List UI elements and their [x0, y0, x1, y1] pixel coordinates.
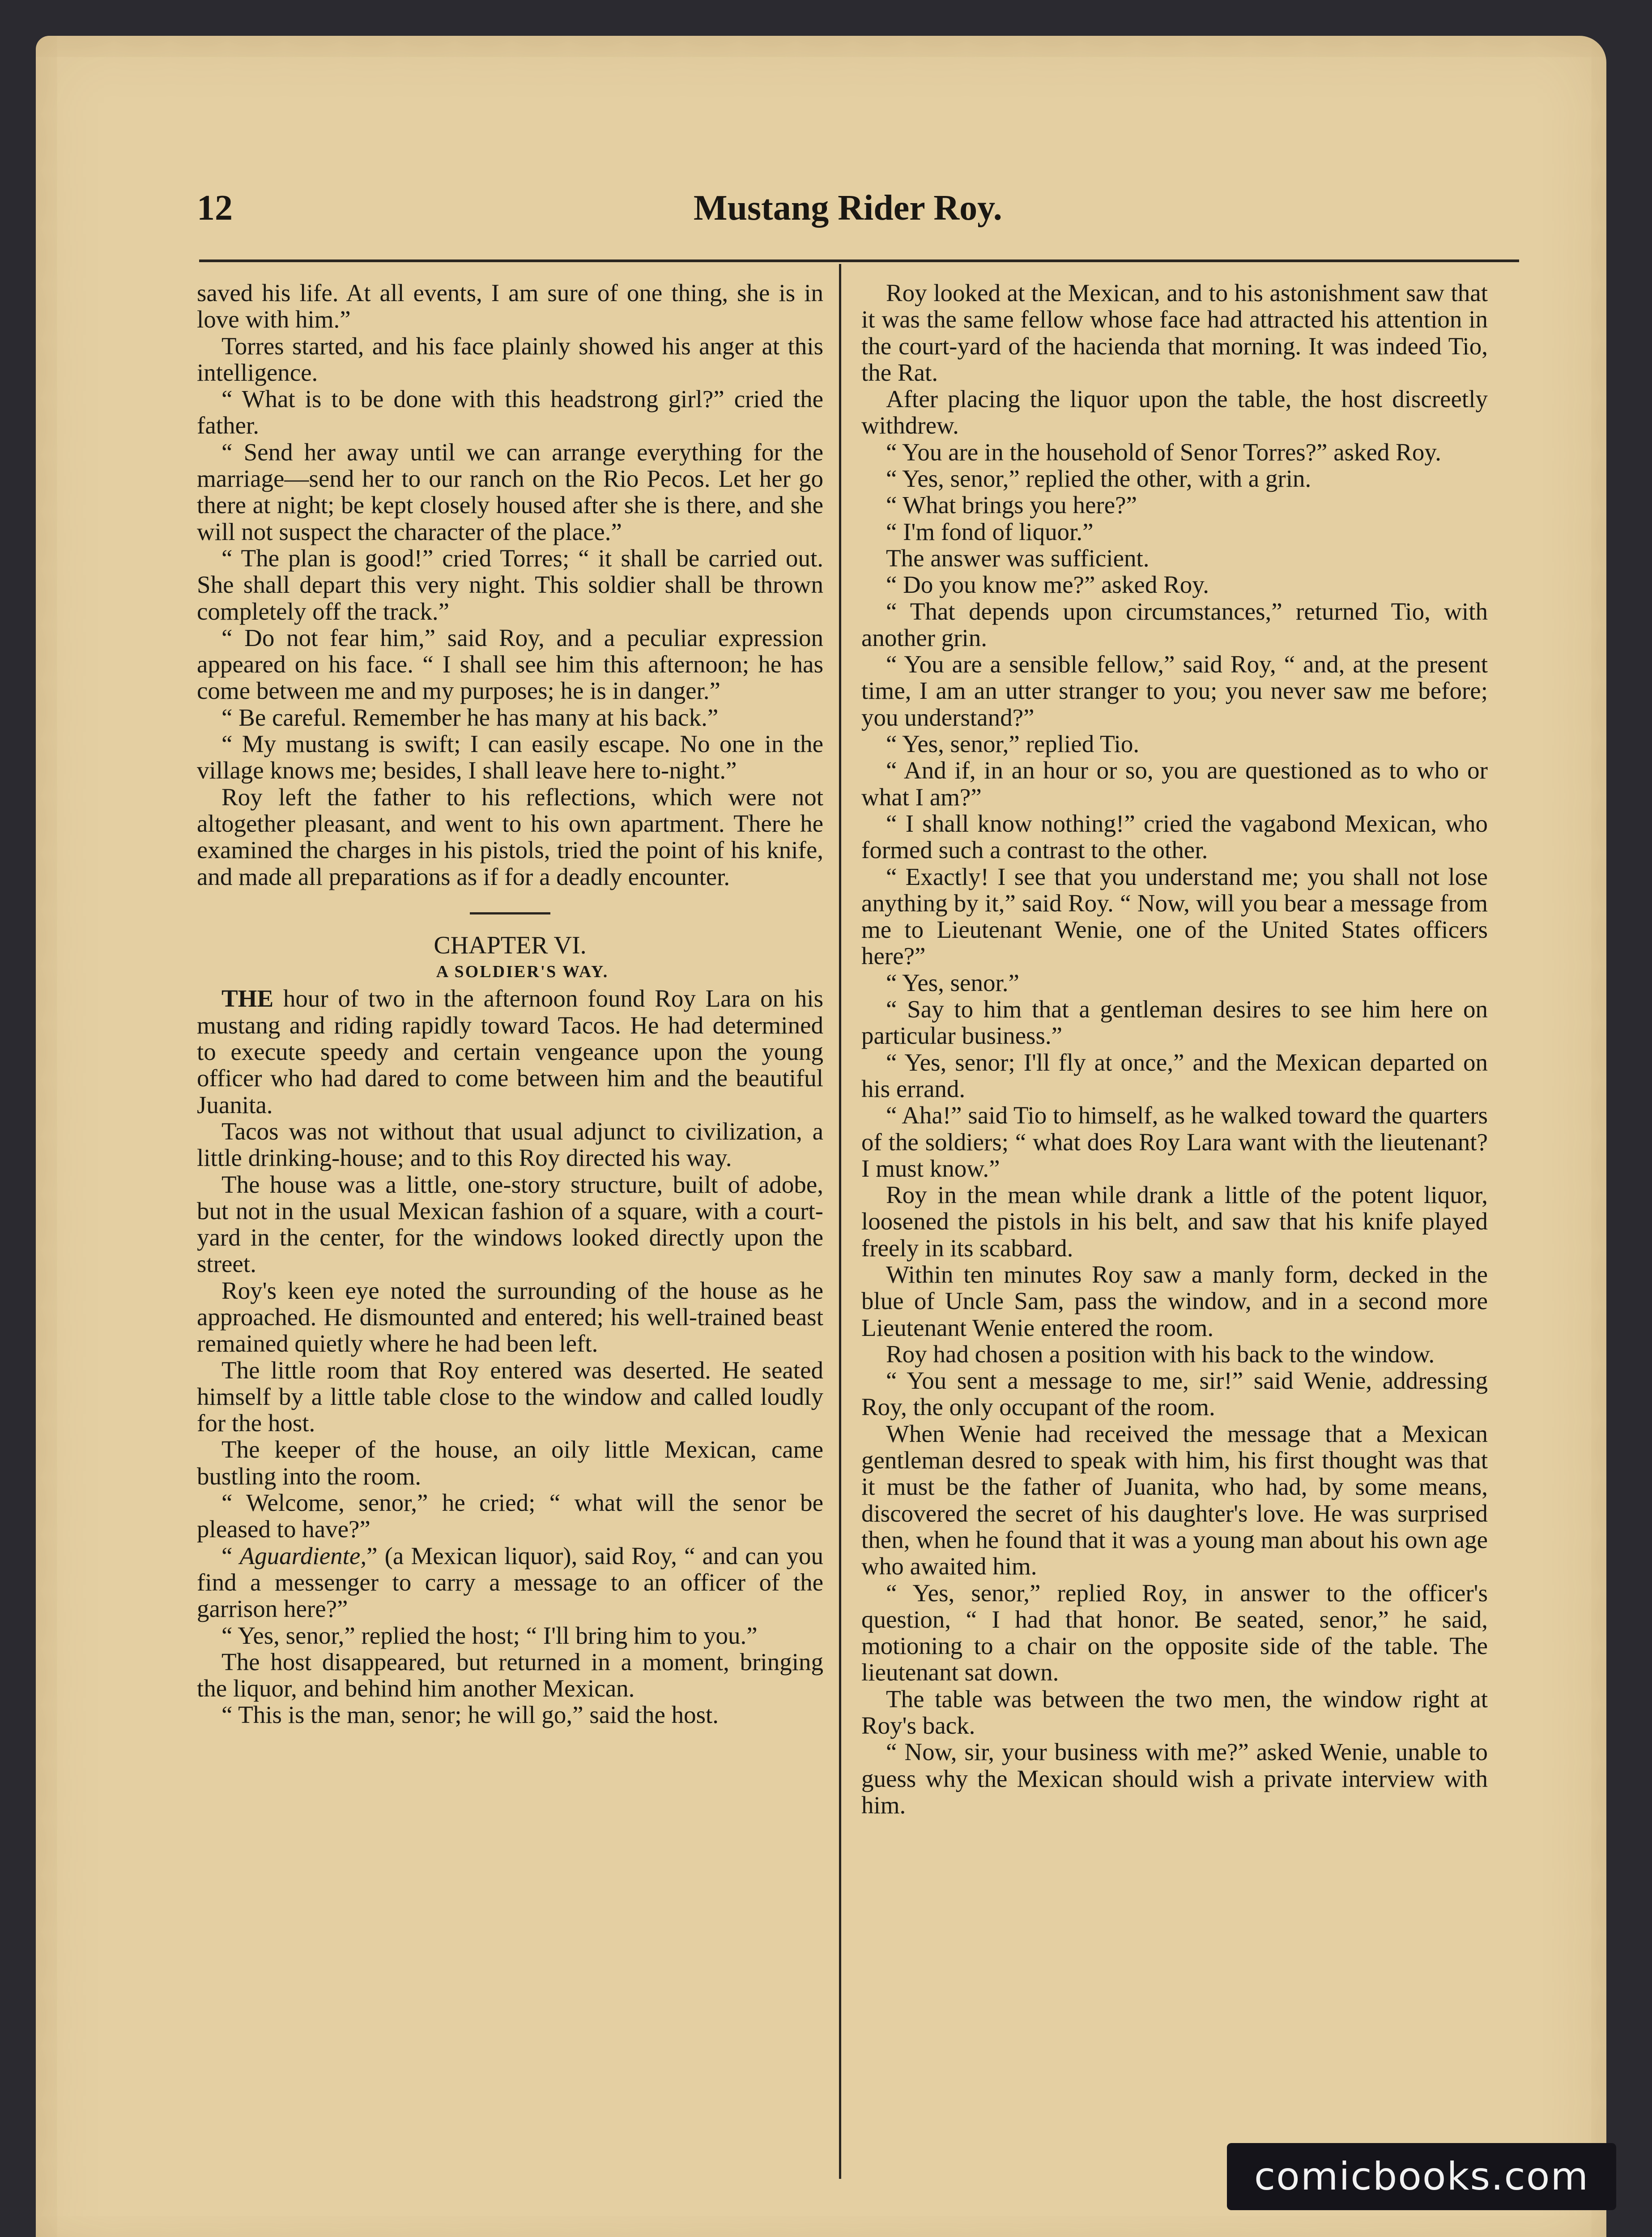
paragraph: “ Do not fear him,” said Roy, and a peculiar expression appeared on his face. “ I shall see him this afternoon; he has come between me and my purposes; he is in danger.”	[197, 624, 823, 705]
paragraph: Torres started, and his face plainly showed his anger at this intelligence.	[197, 332, 823, 386]
paragraph: “ Aguardiente,” (a Mexican liquor), said Roy, “ and can you find a messenger to carry a message to an officer of the garrison here?”	[197, 1542, 823, 1623]
running-title: Mustang Rider Roy.	[694, 188, 1002, 228]
paragraph: The host disappeared, but returned in a moment, bringing the liquor, and behind him another Mexican.	[197, 1648, 823, 1702]
paragraph: “ Send her away until we can arrange everything for the marriage—send her to our ranch on the Rio Pecos. Let her go there at night; be kept closely housed after she is there, and she will not suspect the character of the place.”	[197, 438, 823, 545]
paragraph: “ Yes, senor.”	[886, 969, 1019, 996]
paragraph: “ The plan is good!” cried Torres; “ it shall be carried out. She shall depart this very night. This soldier shall be thrown completely off the track.”	[197, 544, 823, 625]
paragraph: “ Aha!” said Tio to himself, as he walked toward the quarters of the soldiers; “ what does Roy Lara want with the lieutenant? I must know.”	[861, 1101, 1488, 1182]
paragraph: The little room that Roy entered was deserted. He seated himself by a little table close to the window and called loudly for the host.	[197, 1356, 823, 1437]
header-rule	[199, 259, 1519, 262]
paragraph: “ That depends upon circumstances,” returned Tio, with another grin.	[861, 597, 1488, 651]
paragraph: Roy's keen eye noted the surrounding of the house as he approached. He dismounted and entered; his well-trained beast remained quietly where he had been left.	[197, 1276, 823, 1357]
paragraph: When Wenie had received the message that a Mexican gentleman desred to speak with him, his first thought was that it must be the father of Juanita, who had, by some means, discovered the secret of his daughter's love. He was surprised then, when he found that it was a young man about his own age who awaited him.	[861, 1420, 1488, 1580]
paragraph: Roy in the mean while drank a little of the potent liquor, loosened the pistols in his belt, and saw that his knife played freely in its scabbard.	[861, 1181, 1488, 1262]
paragraph: “ I shall know nothing!” cried the vagabond Mexican, who formed such a contrast to the other.	[861, 809, 1488, 864]
lead-word: THE	[221, 985, 274, 1012]
paragraph: Roy looked at the Mexican, and to his astonishment saw that it was the same fellow whose face had attracted his attention in the court-yard of the hacienda that morning. It was indeed Tio, the Rat.	[861, 279, 1488, 386]
paragraph: Roy left the father to his reflections, which were not altogether pleasant, and went to his own apartment. There he examined the charges in his pistols, tried the point of his knife, and made all preparations as if for a deadly encounter.	[197, 783, 823, 890]
paragraph: “ And if, in an hour or so, you are questioned as to who or what I am?”	[861, 757, 1488, 811]
paragraph: “ Yes, senor,” replied the other, with a grin.	[886, 465, 1311, 493]
italic-word: Aguardiente,	[239, 1542, 367, 1569]
paragraph: “ Do you know me?” asked Roy.	[886, 571, 1209, 599]
paragraph: “ Yes, senor,” replied Roy, in answer to the officer's question, “ I had that honor. Be seated, senor,” he said, motioning to a chair on the opposite side of the table. The lieutenant sat down.	[861, 1579, 1488, 1686]
chapter-subtitle: A SOLDIER'S WAY.	[436, 962, 609, 982]
paragraph: “ I'm fond of liquor.”	[886, 518, 1094, 545]
paragraph: “ Say to him that a gentleman desires to see him here on particular business.”	[861, 995, 1488, 1050]
chapter-opening-paragraph	[197, 985, 823, 1118]
paragraph: “ You are a sensible fellow,” said Roy, “ and, at the present time, I am an utter stranger to you; you never saw me before; you understand?”	[861, 651, 1488, 731]
page-header	[197, 170, 1517, 237]
paragraph: “ You are in the household of Senor Torres?” asked Roy.	[886, 438, 1442, 466]
paragraph-text: ” (a Mexican liquor), said Roy, “ and can you find a messenger to carry a message to an officer of the garrison here?”	[197, 1542, 823, 1623]
paragraph: “ My mustang is swift; I can easily escape. No one in the village knows me; besides, I shall leave here to-night.”	[197, 730, 823, 784]
paragraph: The keeper of the house, an oily little Mexican, came bustling into the room.	[197, 1436, 823, 1490]
paragraph: The house was a little, one-story structure, built of adobe, but not in the usual Mexican fashion of a square, with a court-yard in the center, for the windows looked directly upon the street.	[197, 1170, 823, 1278]
paragraph: After placing the liquor upon the table, the host discreetly withdrew.	[861, 385, 1488, 439]
paragraph: “ Yes, senor,” replied Tio.	[886, 730, 1140, 758]
paragraph: “ You sent a message to me, sir!” said Wenie, addressing Roy, the only occupant of the room.	[861, 1367, 1488, 1421]
right-column	[861, 280, 1488, 1818]
paragraph: “ Yes, senor; I'll fly at once,” and the Mexican departed on his errand.	[861, 1048, 1488, 1102]
book-page	[36, 36, 1606, 2237]
paragraph: “ What brings you here?”	[886, 491, 1137, 519]
paragraph: The table was between the two men, the window right at Roy's back.	[861, 1685, 1488, 1739]
paragraph: “ What is to be done with this headstrong girl?” cried the father.	[197, 385, 823, 439]
page-number: 12	[197, 188, 233, 228]
paragraph: “ This is the man, senor; he will go,” said the host.	[221, 1701, 719, 1729]
paragraph: saved his life. At all events, I am sure of one thing, she is in love with him.”	[197, 279, 823, 333]
paragraph: Within ten minutes Roy saw a manly form, decked in the blue of Uncle Sam, pass the window, and in a second more Lieutenant Wenie entered the room.	[861, 1260, 1488, 1341]
paragraph: “ Exactly! I see that you understand me; you shall not lose anything by it,” said Roy. “ Now, will you bear a message from me to Lieutenant Wenie, one of the United States officers here?”	[861, 863, 1488, 970]
section-divider	[470, 912, 550, 914]
lead-text: hour of two in the afternoon found Roy Lara on his mustang and riding rapidly toward Tacos. He had determined to execute speedy and certain vengeance upon the young officer who had dared to come between him and the beautiful Juanita.	[197, 985, 823, 1118]
paragraph: The answer was sufficient.	[886, 544, 1150, 572]
paragraph: “ Be careful. Remember he has many at his back.”	[221, 703, 719, 731]
paragraph: “ Now, sir, your business with me?” asked Wenie, unable to guess why the Mexican should wish a private interview with him.	[861, 1738, 1488, 1819]
paragraph: “ Yes, senor,” replied the host; “ I'll bring him to you.”	[221, 1621, 758, 1649]
column-divider	[839, 264, 841, 2179]
paragraph: Roy had chosen a position with his back to the window.	[886, 1340, 1435, 1368]
site-watermark: comicbooks.com	[1227, 2143, 1616, 2210]
left-column	[197, 280, 823, 1728]
paragraph: Tacos was not without that usual adjunct to civilization, a little drinking-house; and to this Roy directed his way.	[197, 1117, 823, 1172]
paragraph: “ Welcome, senor,” he cried; “ what will the senor be pleased to have?”	[197, 1489, 823, 1543]
chapter-heading: CHAPTER VI.	[434, 931, 587, 959]
